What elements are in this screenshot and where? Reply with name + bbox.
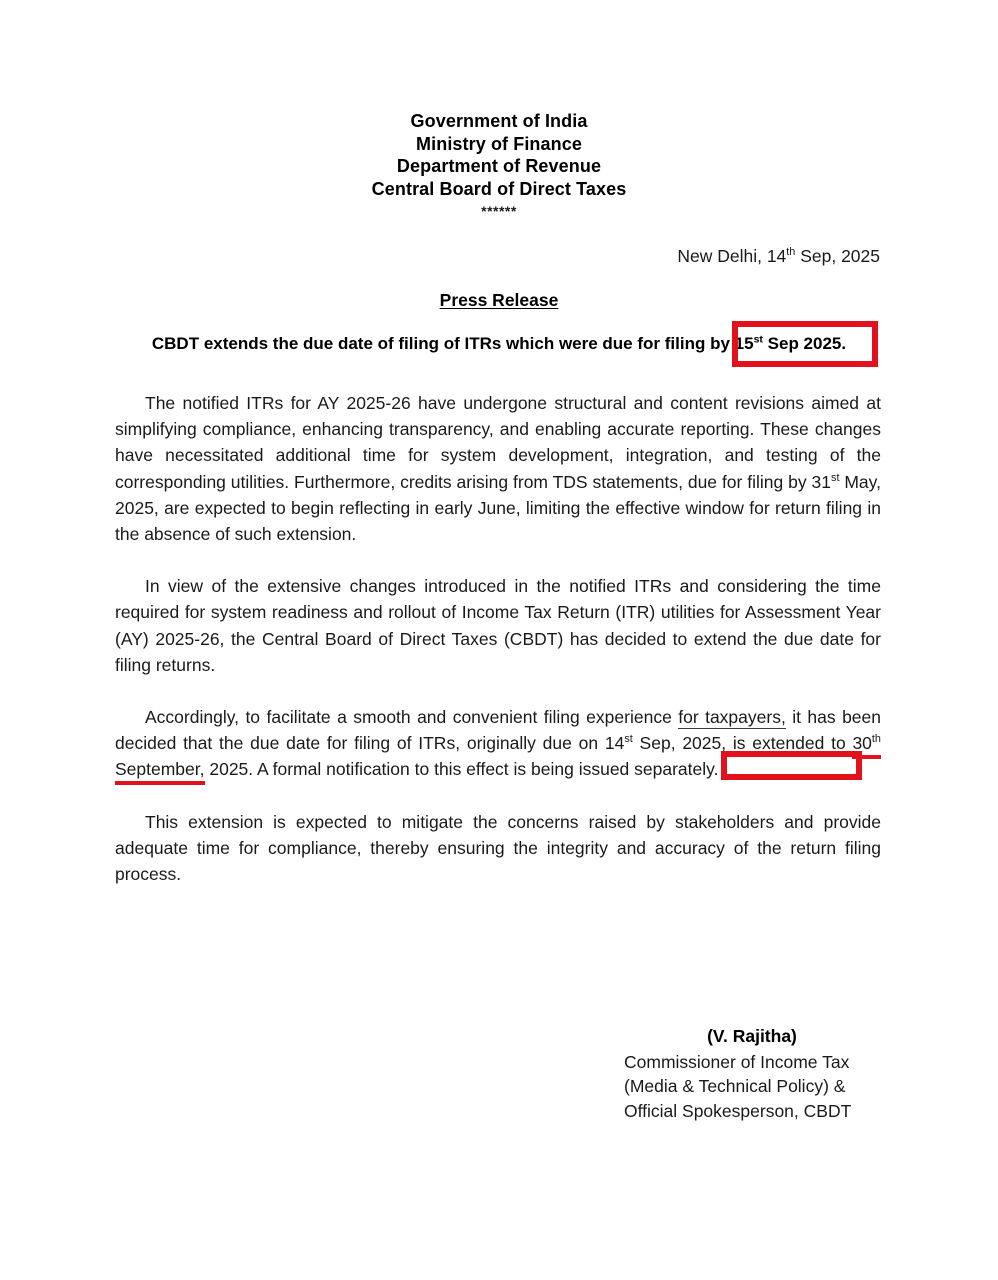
paragraph-3-boxed-day: 14 bbox=[604, 733, 625, 754]
paragraph-3-boxed-rest: Sep, 2025, bbox=[632, 733, 727, 754]
paragraph-1-date-suffix: st bbox=[831, 471, 840, 484]
paragraph-3-part-1: Accordingly, to facilitate a smooth and convenient filing experience bbox=[145, 707, 679, 728]
dateline bbox=[677, 244, 880, 268]
paragraph-3-redline-day: 30 bbox=[852, 733, 872, 754]
subject-line-boxed-suffix: st bbox=[753, 333, 763, 346]
letterhead bbox=[0, 110, 998, 220]
paragraph-1-part-2: May, 2025, are expected to begin reflecting in early June, limiting the effective window for return filing in the absence of such extension. bbox=[115, 471, 881, 545]
paragraph-3-part-4: 2025. A formal notification to this effect is being issued separately. bbox=[204, 759, 719, 780]
signature-block bbox=[624, 1024, 924, 1123]
press-release-heading-label: Press Release bbox=[439, 290, 559, 310]
letterhead-line-ministry: Ministry of Finance bbox=[416, 133, 582, 154]
paragraph-3-underlined-phrase: for taxpayers, bbox=[678, 707, 786, 728]
letterhead-line-board: Central Board of Direct Taxes bbox=[371, 178, 627, 199]
paragraph-3-part-2: it has been decided that the due date for filing of ITRs, originally due on bbox=[115, 707, 882, 754]
paragraph-4: This extension is expected to mitigate the concerns raised by stakeholders and provide adequate time for compliance, thereby ensuring the integrity and accuracy of the return filing process. bbox=[115, 811, 881, 885]
signatory-title-line-3: Official Spokesperson, CBDT bbox=[624, 1100, 852, 1121]
paragraph-2: In view of the extensive changes introduced in the notified ITRs and considering the time required for system readiness and rollout of Income Tax Return (ITR) utilities for Assessment Year (AY) 2025-26, the Central Board of Direct Taxes (CBDT) has decided to extend the due date for filing returns. bbox=[115, 576, 881, 675]
subject-line bbox=[115, 332, 883, 356]
dateline-place-day: New Delhi, 14 bbox=[677, 246, 787, 266]
paragraph-1 bbox=[115, 390, 881, 547]
body-text bbox=[115, 390, 881, 887]
dateline-month-year: Sep, 2025 bbox=[795, 246, 880, 266]
subject-line-boxed-day: 15 bbox=[734, 334, 754, 353]
paragraph-3-redline-suffix: th bbox=[871, 733, 881, 746]
subject-line-text: CBDT extends the due date of filing of ITRs which were due for filing by bbox=[151, 334, 735, 353]
paragraph-1-part-1: The notified ITRs for AY 2025-26 have undergone structural and content revisions aimed at simplifying compliance, enhancing transparency, and enabling accurate reporting. These changes have necessitated additional time for system development, integration, and testing of the corresponding utilities. Furthermore, credits arising from TDS statements, due for filing by 31 bbox=[115, 393, 881, 492]
paragraph-3-part-3: is extended to bbox=[726, 733, 853, 754]
signatory-title-line-1: Commissioner of Income Tax bbox=[624, 1051, 850, 1072]
paragraph-3 bbox=[115, 704, 881, 783]
subject-line-boxed-rest: Sep 2025. bbox=[762, 334, 847, 353]
letterhead-ornament: ****** bbox=[481, 203, 517, 219]
letterhead-line-government: Government of India bbox=[410, 111, 588, 131]
press-release-heading bbox=[0, 290, 998, 311]
paragraph-3-boxed-suffix: st bbox=[624, 733, 633, 746]
letterhead-line-department: Department of Revenue bbox=[396, 156, 602, 176]
signatory-name: (V. Rajitha) bbox=[707, 1026, 797, 1046]
dateline-day-suffix: th bbox=[786, 246, 796, 259]
paragraph-3-redline-rest: September, bbox=[115, 759, 205, 780]
signatory-title-line-2: (Media & Technical Policy) & bbox=[624, 1076, 846, 1096]
